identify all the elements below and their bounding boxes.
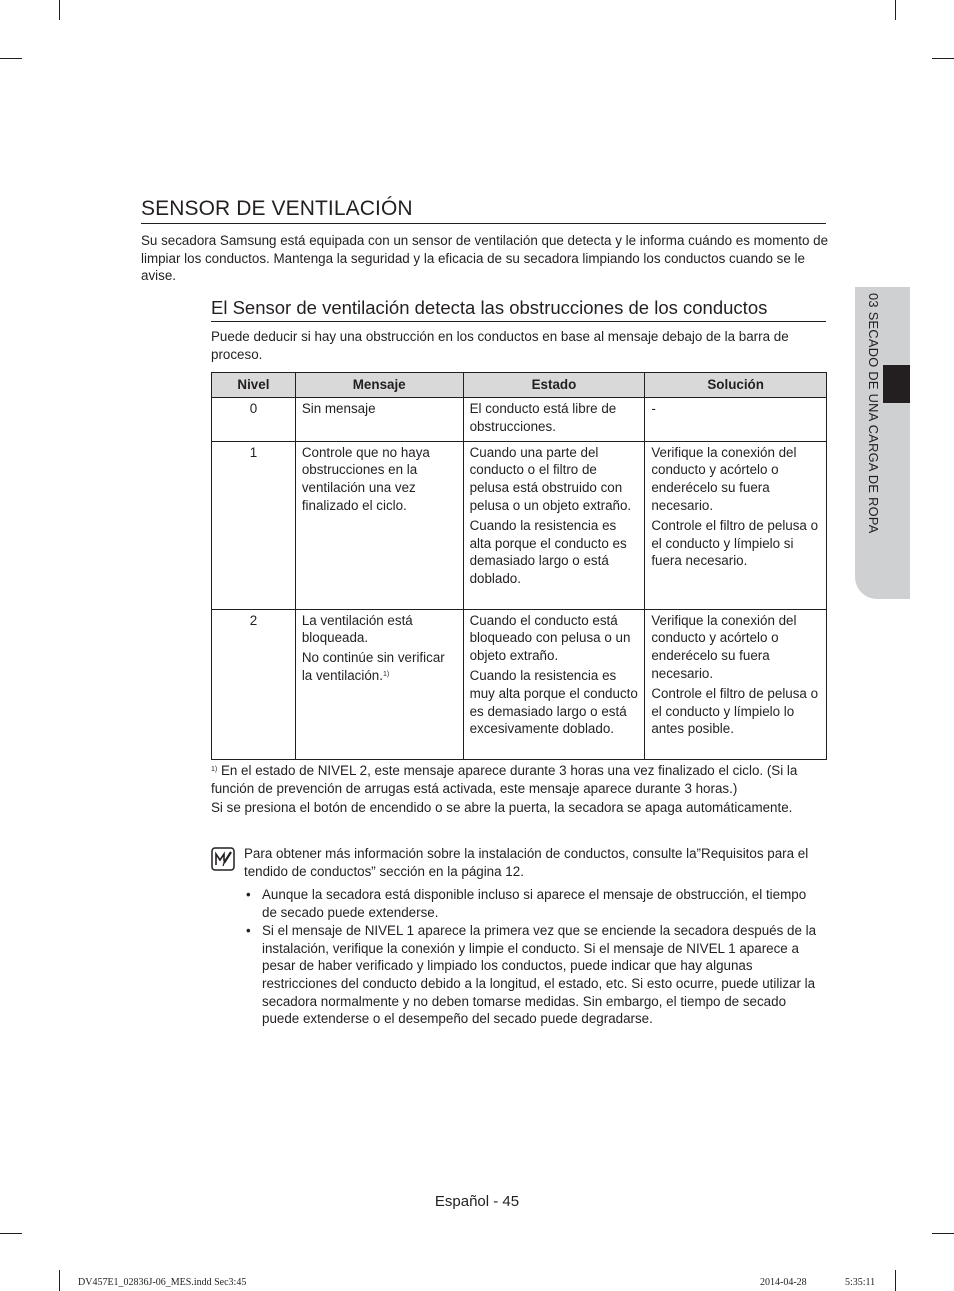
section-title: SENSOR DE VENTILACIÓN	[141, 196, 826, 224]
subsection-title: El Sensor de ventilación detecta las obstrucciones de los conductos	[211, 296, 826, 322]
table-row	[212, 441, 827, 609]
solution-text: Controle el filtro de pelusa o el conducto y límpielo si fuera necesario.	[651, 517, 819, 569]
list-item	[244, 922, 819, 1028]
column-header: Estado	[463, 373, 645, 398]
bullet-icon: •	[246, 887, 251, 902]
footnote-text-2: Si se presiona el botón de encendido o se abre la puerta, la secadora se apaga automáticamente.	[211, 800, 793, 816]
list-item-text: Si el mensaje de NIVEL 1 aparece la primera vez que se enciende la secadora después de la instalación, verifique la conexión y limpie el conducto. Si el mensaje de NIVEL 1 aparece a pesar de haber verificado y limpiado los conductos, puede indicar que hay algunas restricciones del conducto debido a la longitud, el estado, etc. Si esto ocurre, puede utilizar la secadora normalmente y no deben tomarse medidas. Sin embargo, el tiempo de secado puede extenderse o el desempeño del secado puede degradarse.	[262, 923, 817, 1027]
message-text: Controle que no haya obstrucciones en la ventilación una vez finalizado el ciclo.	[301, 444, 430, 513]
crop-mark	[932, 1233, 954, 1234]
chapter-tab-label: 03 SECADO DE UNA CARGA DE ROPA	[866, 293, 881, 534]
footnote-reference: 1)	[382, 670, 390, 678]
slug-date: 2014-04-28	[760, 1277, 807, 1288]
slug-time: 5:35:11	[845, 1277, 876, 1288]
page-number: Español - 45	[434, 1193, 520, 1210]
solution-cell	[645, 398, 827, 442]
status-cell	[463, 398, 645, 442]
status-text: Cuando la resistencia es muy alta porque el conducto es demasiado largo o está excesivamente doblado.	[469, 667, 638, 737]
footnote-text-wrapper	[211, 762, 831, 797]
bullet-icon: •	[246, 923, 251, 939]
crop-mark	[59, 1270, 60, 1291]
footnote-marker: 1)	[211, 766, 218, 773]
note-text: Para obtener más información sobre la instalación de conductos, consulte la”Requisitos para el tendido de conductos” sección en la página 12.	[244, 846, 809, 879]
subsection-paragraph: Puede deducir si hay una obstrucción en los conductos en base al mensaje debajo de la barra de proceso.	[211, 329, 789, 362]
crop-mark	[59, 0, 60, 20]
column-header: Mensaje	[295, 373, 463, 398]
intro-paragraph: Su secadora Samsung está equipada con un sensor de ventilación que detecta y le informa cuándo es momento de limpiar los conductos. Mantenga la seguridad y la eficacia de su secadora limpiando los conductos cuando se le avise.	[141, 233, 829, 284]
file-slug: DV457E1_02836J-06_MES.indd Sec3:45	[78, 1277, 247, 1288]
footnote-text: En el estado de NIVEL 2, este mensaje aparece durante 3 horas una vez finalizado el ciclo. (Si la función de prevención de arrugas está activada, este mensaje aparece durante 3 horas.)	[211, 763, 798, 796]
solution-text: -	[651, 401, 656, 416]
status-text: Cuando la resistencia es alta porque el conducto es demasiado largo o está doblado.	[469, 517, 627, 587]
column-header: Solución	[645, 373, 827, 398]
message-text-wrapper	[302, 649, 457, 685]
table-header-row	[212, 373, 827, 398]
table-row	[212, 398, 827, 442]
note-pencil-icon	[211, 847, 235, 871]
solution-text: Verifique la conexión del conducto y acórtelo o enderécelo su fuera necesario.	[651, 444, 797, 513]
crop-mark	[895, 0, 896, 20]
status-cell	[463, 441, 645, 609]
crop-mark	[895, 1270, 896, 1291]
solution-text: Controle el filtro de pelusa o el conducto y límpielo lo antes posible.	[651, 685, 819, 737]
status-text: El conducto está libre de obstrucciones.	[469, 401, 617, 434]
message-cell	[295, 609, 463, 759]
level-cell: 0	[212, 398, 296, 442]
status-cell	[463, 609, 645, 759]
crop-mark	[0, 58, 22, 59]
crop-mark	[932, 58, 954, 59]
message-cell	[295, 441, 463, 609]
column-header: Nivel	[212, 373, 296, 398]
message-text: La ventilación está bloqueada.	[301, 612, 413, 646]
solution-text: Verifique la conexión del conducto y acórtelo o enderécelo su fuera necesario.	[651, 612, 797, 681]
message-text: Sin mensaje	[301, 401, 376, 416]
message-text: No continúe sin verificar la ventilación.	[301, 650, 445, 683]
level-cell: 2	[212, 609, 296, 759]
level-cell: 1	[212, 441, 296, 609]
status-text: Cuando una parte del conducto o el filtro de pelusa está obstruido con pelusa o un objeto extraño.	[469, 444, 632, 513]
list-item-text: Aunque la secadora está disponible incluso si aparece el mensaje de obstrucción, el tiempo de secado puede extenderse.	[262, 887, 807, 920]
solution-cell	[645, 441, 827, 609]
crop-mark	[0, 1233, 22, 1234]
solution-cell	[645, 609, 827, 759]
chapter-tab-marker	[883, 365, 910, 403]
vent-sensor-table	[211, 372, 827, 760]
list-item	[244, 886, 819, 921]
status-text: Cuando el conducto está bloqueado con pelusa o un objeto extraño.	[469, 612, 631, 664]
footnote	[211, 762, 831, 819]
message-cell	[295, 398, 463, 442]
bullet-list	[244, 886, 819, 1029]
table-row	[212, 609, 827, 759]
